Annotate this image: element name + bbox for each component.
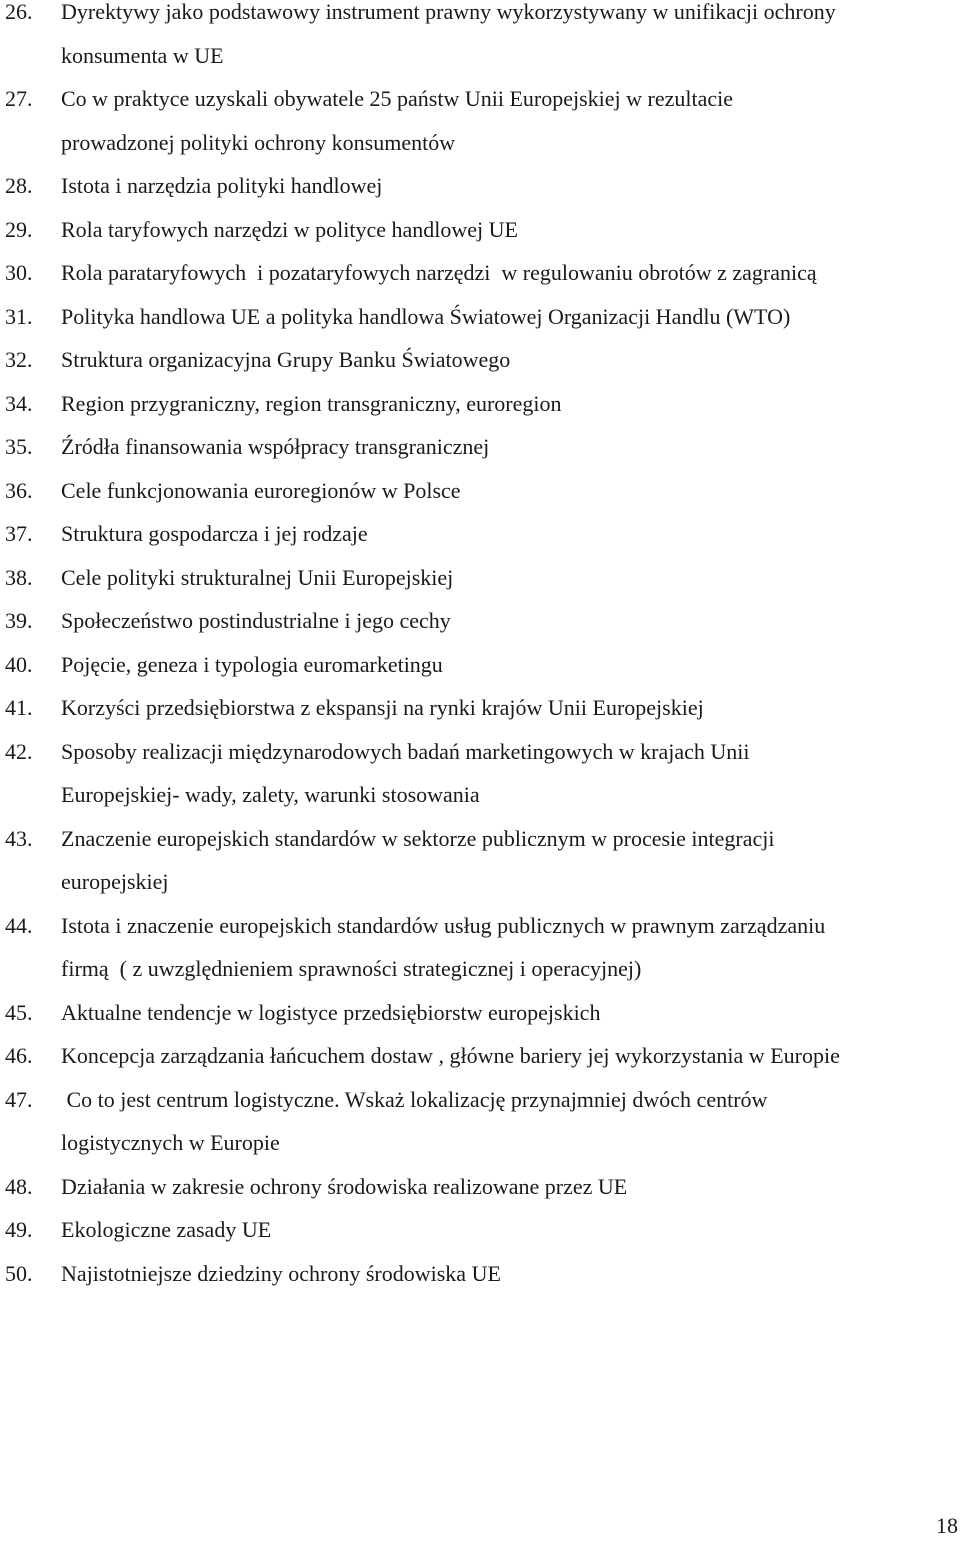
item-text-line: Co w praktyce uzyskali obywatele 25 państw Unii Europejskiej w rezultacie <box>61 86 734 111</box>
list-item <box>0 1165 960 1209</box>
item-number: 31. <box>5 303 33 329</box>
item-text-line: Region przygraniczny, region transgraniczny, euroregion <box>61 390 562 416</box>
item-number: 34. <box>5 390 33 416</box>
item-number: 27. <box>5 86 33 111</box>
page-number: 18 <box>936 1513 958 1538</box>
list-item <box>0 382 960 426</box>
list-item <box>0 643 960 687</box>
item-number: 48. <box>5 1173 33 1199</box>
list-item <box>0 1208 960 1252</box>
list-item <box>0 599 960 643</box>
item-number: 40. <box>5 651 33 677</box>
item-number: 35. <box>5 434 33 459</box>
list-item <box>0 904 960 991</box>
item-text-line: Rola taryfowych narzędzi w polityce handlowej UE <box>61 216 518 242</box>
item-text-line: Aktualne tendencje w logistyce przedsiębiorstw europejskich <box>61 999 601 1025</box>
list-item <box>0 77 960 164</box>
item-number: 46. <box>5 1043 33 1068</box>
item-text-line: Działania w zakresie ochrony środowiska realizowane przez UE <box>61 1173 628 1199</box>
item-text-line: Europejskiej- wady, zalety, warunki stosowania <box>61 782 480 807</box>
item-text-line: Pojęcie, geneza i typologia euromarketingu <box>61 651 443 677</box>
item-text-line: Rola parataryfowych i pozataryfowych narzędzi w regulowaniu obrotów z zagranicą <box>61 260 817 285</box>
item-number: 26. <box>5 0 33 24</box>
list-item <box>0 295 960 339</box>
list-item <box>0 469 960 513</box>
item-number: 47. <box>5 1086 33 1112</box>
item-number: 32. <box>5 347 33 372</box>
list-item <box>0 991 960 1035</box>
item-text-line: prowadzonej polityki ochrony konsumentów <box>61 129 456 155</box>
item-text-line: Struktura organizacyjna Grupy Banku Światowego <box>61 347 511 372</box>
item-text-line: Sposoby realizacji międzynarodowych badań marketingowych w krajach Unii <box>61 738 750 764</box>
list-item <box>0 556 960 600</box>
list-item <box>0 208 960 252</box>
list-item <box>0 730 960 817</box>
item-number: 38. <box>5 564 33 590</box>
item-number: 50. <box>5 1260 33 1286</box>
item-number: 36. <box>5 477 33 503</box>
item-text-line: Istota i narzędzia polityki handlowej <box>61 173 383 198</box>
list-item <box>0 817 960 904</box>
item-text-line: Najistotniejsze dziedziny ochrony środowiska UE <box>61 1260 501 1286</box>
list-item <box>0 1034 960 1078</box>
list-item <box>0 0 960 77</box>
list-item <box>0 1078 960 1165</box>
item-text-line: Struktura gospodarcza i jej rodzaje <box>61 521 368 546</box>
item-number: 45. <box>5 999 33 1025</box>
item-text-line: Znaczenie europejskich standardów w sektorze publicznym w procesie integracji <box>61 825 775 851</box>
item-number: 39. <box>5 608 33 633</box>
item-number: 42. <box>5 738 33 764</box>
list-item <box>0 338 960 382</box>
item-number: 49. <box>5 1217 33 1242</box>
item-text-line: Istota i znaczenie europejskich standardów usług publicznych w prawnym zarządzaniu <box>61 912 826 938</box>
item-text-line: Dyrektywy jako podstawowy instrument prawny wykorzystywany w unifikacji ochrony <box>61 0 836 24</box>
item-text-line: firmą ( z uwzględnieniem sprawności strategicznej i operacyjnej) <box>61 956 642 981</box>
item-number: 29. <box>5 216 33 242</box>
item-text-line: europejskiej <box>61 869 169 894</box>
item-text-line: Ekologiczne zasady UE <box>61 1217 272 1242</box>
item-number: 44. <box>5 912 33 938</box>
item-text-line: Cele polityki strukturalnej Unii Europejskiej <box>61 564 454 590</box>
item-text-line: Źródła finansowania współpracy transgranicznej <box>61 434 490 459</box>
item-number: 41. <box>5 695 33 720</box>
list-item <box>0 686 960 730</box>
list-item <box>0 251 960 295</box>
item-number: 37. <box>5 521 33 546</box>
item-number: 28. <box>5 173 33 198</box>
item-text-line: Polityka handlowa UE a polityka handlowa Światowej Organizacji Handlu (WTO) <box>61 303 791 329</box>
list-item <box>0 425 960 469</box>
item-number: 43. <box>5 825 33 851</box>
item-text-line: Cele funkcjonowania euroregionów w Polsce <box>61 477 461 503</box>
list-item <box>0 164 960 208</box>
item-text-line: Korzyści przedsiębiorstwa z ekspansji na rynki krajów Unii Europejskiej <box>61 695 704 720</box>
item-text-line: Co to jest centrum logistyczne. Wskaż lokalizację przynajmniej dwóch centrów <box>61 1086 768 1112</box>
item-number: 30. <box>5 260 33 285</box>
item-text-line: logistycznych w Europie <box>61 1130 280 1155</box>
list-item <box>0 1252 960 1296</box>
item-text-line: Koncepcja zarządzania łańcuchem dostaw , główne bariery jej wykorzystania w Europie <box>61 1043 840 1068</box>
list-item <box>0 512 960 556</box>
item-text-line: Społeczeństwo postindustrialne i jego cechy <box>61 608 451 633</box>
item-text-line: konsumenta w UE <box>61 42 224 68</box>
